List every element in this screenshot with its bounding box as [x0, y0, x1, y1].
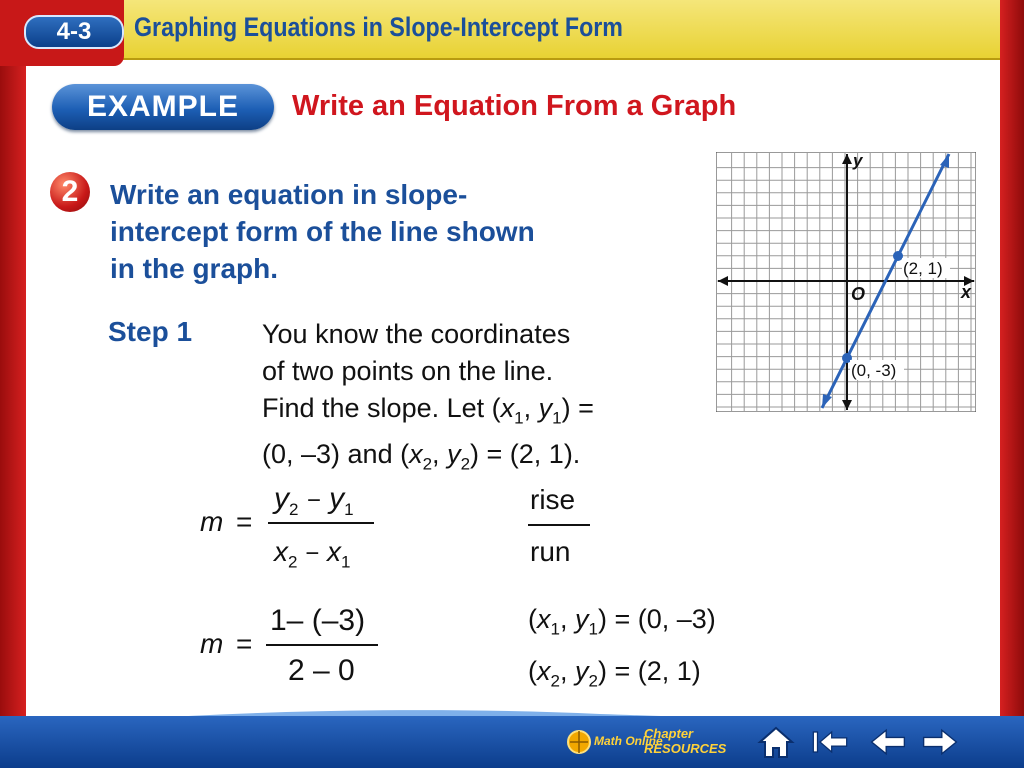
prompt-line: intercept form of the line shown — [110, 216, 535, 247]
point-a-label: (2, 1) — [903, 259, 943, 278]
math-online-button[interactable] — [566, 724, 663, 760]
step-text-line: Find the slope. Let ($x_1$, $y_1$) = — [262, 393, 594, 428]
point-b-label: (0, -3) — [851, 361, 897, 380]
coordinate-graph — [716, 152, 976, 412]
point-a — [893, 251, 903, 261]
substitution-numerator: 1– (–3) — [270, 604, 366, 637]
formula-numerator: $y_2 - y_1$ — [274, 482, 354, 519]
home-icon[interactable] — [756, 724, 796, 760]
resources-label: RESOURCES — [644, 741, 727, 756]
origin-label: O — [851, 284, 866, 304]
step-text — [262, 316, 594, 483]
fraction-bar — [268, 522, 374, 524]
m-symbol: m — [200, 506, 224, 537]
step-text-line: of two points on the line. — [262, 356, 554, 386]
step-text-line: (0, –3) and ($x_2$, $y_2) = (2$, 1). — [262, 439, 581, 474]
chapter-label: Chapter — [644, 726, 694, 741]
chapter-resources-button[interactable] — [644, 726, 744, 760]
substitution-denominator: 2 – 0 — [288, 654, 355, 687]
example-prompt — [110, 176, 670, 287]
lesson-number-badge: 4-3 — [24, 15, 124, 49]
prompt-line: in the graph. — [110, 253, 278, 284]
m-symbol: m — [200, 628, 224, 659]
formula-denominator: $x_2 - x_1$ — [274, 536, 351, 572]
lesson-title: Graphing Equations in Slope-Intercept Form — [134, 12, 623, 42]
step-label: Step 1 — [108, 316, 193, 347]
left-border — [0, 0, 26, 768]
previous-page-icon[interactable] — [868, 724, 908, 760]
equals-sign: = — [236, 628, 253, 659]
prompt-line: Write an equation in slope- — [110, 179, 468, 210]
example-number-badge: 2 — [50, 172, 90, 212]
fraction-bar — [528, 524, 590, 526]
point-1-assignment: ($x_1$, $y_1) = (0$, –3) — [528, 604, 716, 639]
run-text: run — [530, 536, 571, 567]
math-online-label: Math Online — [594, 734, 663, 748]
step-text-line: You know the coordinates — [262, 319, 571, 349]
x-axis-label: x — [961, 282, 972, 302]
globe-icon — [566, 729, 592, 755]
right-border — [1000, 0, 1024, 768]
equals-sign: = — [236, 506, 253, 537]
example-title: Write an Equation From a Graph — [292, 90, 737, 122]
y-axis-label: y — [853, 152, 863, 170]
fraction-bar — [266, 644, 378, 646]
example-badge: EXAMPLE — [52, 84, 274, 130]
first-page-icon[interactable] — [810, 724, 850, 760]
next-page-icon[interactable] — [920, 724, 960, 760]
rise-text: rise — [530, 484, 576, 515]
point-2-assignment: ($x_2$, $y_2) = (2$, 1) — [528, 656, 701, 691]
